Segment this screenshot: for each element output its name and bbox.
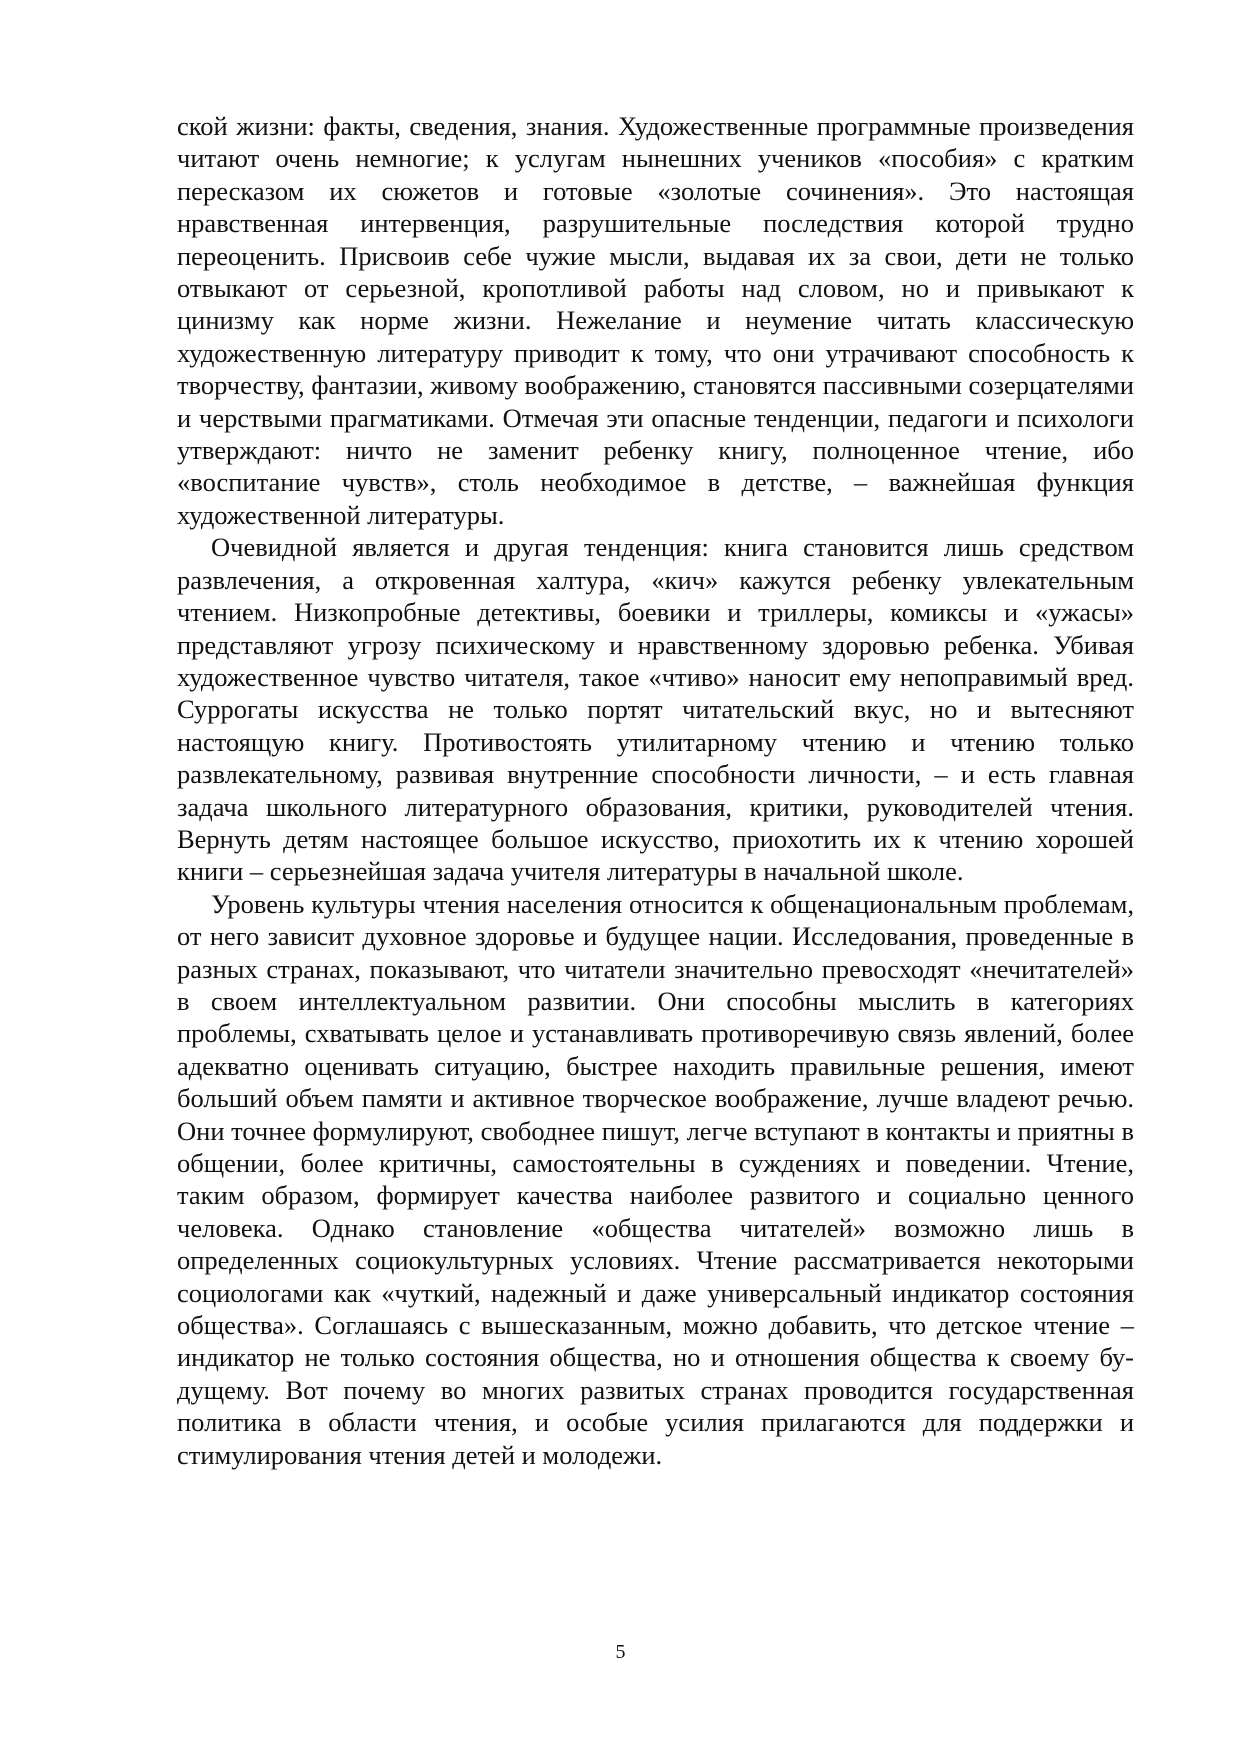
paragraph-3: Уровень культуры чтения населения относится к общенациональным проблемам, от него зависит духовное здоровье и будущее нации. Исследования, проведенные в разных странах, показывают, что читатели значительно превосходят «нечитателей» в своем интеллектуальном развитии. Они способны мыслить в категориях проблемы, схватывать целое и устанавливать противоречивую связь явлений, более адекватно оценивать ситуацию, быстрее находить правильные решения, имеют больший объем памяти и активное творческое воображение, лучше владеют речью. Они точнее формулируют, свободнее пишут, легче вступают в контакты и приятны в общении, более критичны, самостоятельны в суждениях и поведении. Чтение, таким образом, формирует качества наиболее развитого и социально ценного человека. Однако становление «общества читателей» возможно лишь в определенных социокультурных условиях. Чтение рассматривается некоторыми социологами как «чуткий, надежный и даже универсальный индикатор состояния общества». Соглашаясь с вышесказанным, можно добавить, что детское чтение – индикатор не только состояния общества, но и отношения общества к своему будущему. Вот почему во многих развитых странах проводится государственная политика в области чтения, и особые усилия прилагаются для поддержки и стимулирования чтения детей и молодежи. [177, 888, 1134, 1470]
paragraph-1: ской жизни: факты, сведения, знания. Художественные программные произведения читают очень немногие; к услугам нынешних учеников «пособия» с кратким пересказом их сюжетов и готовые «золотые сочинения». Это настоящая нравственная интервенция, разрушительные последствия которой трудно переоценить. Присвоив себе чужие мысли, выдавая их за свои, дети не только отвыкают от серьезной, кропотливой работы над словом, но и привыкают к цинизму как норме жизни. Нежелание и неумение читать классическую художественную литературу приводит к тому, что они утрачивают способность к творчеству, фантазии, живому воображению, становятся пассивными созерцателями и черствыми прагматиками. Отмечая эти опасные тенденции, педагоги и психологи утверждают: ничто не заменит ребенку книгу, полноценное чтение, ибо «воспитание чувств», столь необходимое в детстве, – важнейшая функция художественной литературы. [177, 111, 1134, 530]
paragraph-2: Очевидной является и другая тенденция: книга становится лишь средством развлечения, а откровенная халтура, «кич» кажутся ребенку увлекательным чтением. Низкопробные детективы, боевики и триллеры, комиксы и «ужасы» представляют угрозу психическому и нравственному здоровью ребенка. Убивая художественное чувство читателя, такое «чтиво» наносит ему непоправимый вред. Суррогаты искусства не только портят читательский вкус, но и вытесняют настоящую книгу. Противостоять утилитарному чтению и чтению только развлекательному, развивая внутренние способности личности, – и есть главная задача школьного литературного образования, критики, руководителей чтения. Вернуть детям настоящее большое искусство, приохотить их к чтению хорошей книги – серьезнейшая задача учителя литературы в начальной школе. [177, 532, 1134, 887]
body-text [177, 110, 1134, 1471]
page-number: 5 [615, 1641, 626, 1663]
